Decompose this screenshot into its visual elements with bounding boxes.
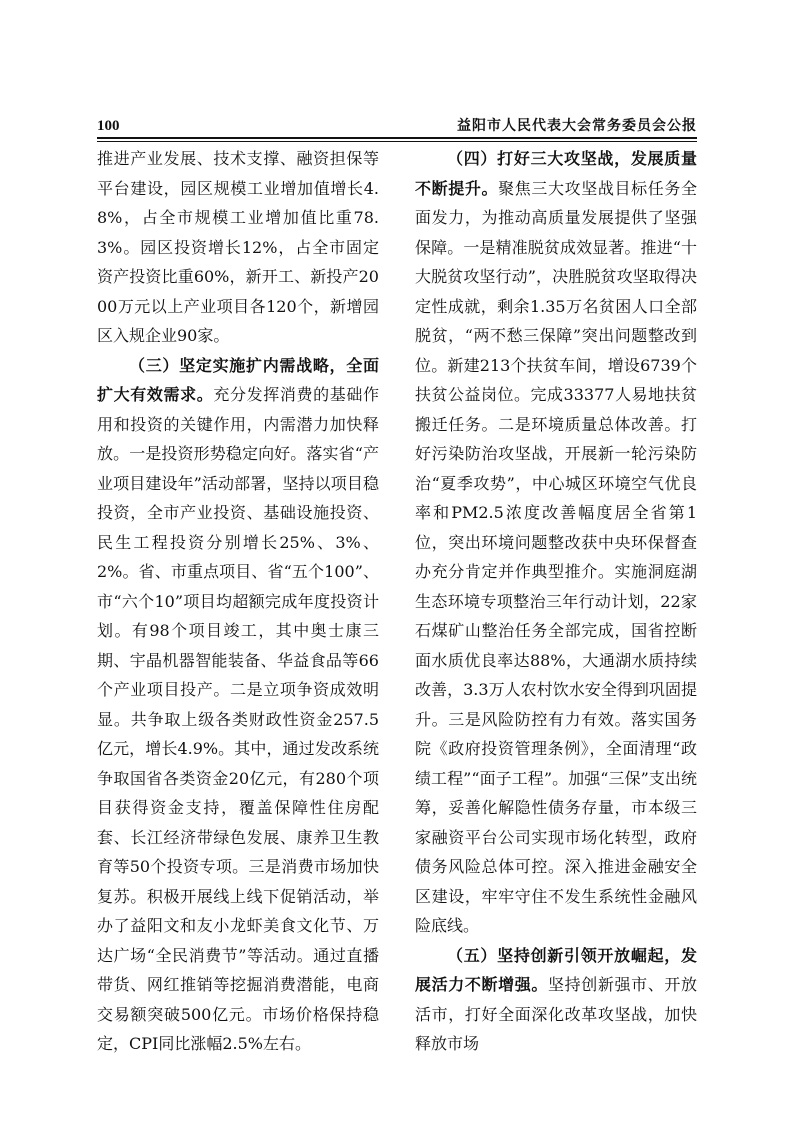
left-column bbox=[97, 144, 379, 1059]
page-header bbox=[97, 116, 697, 138]
paragraph bbox=[97, 351, 379, 1059]
paragraph-text: 充分发挥消费的基础作用和投资的关键作用，内需潜力加快释放。一是投资形势稳定向好。落实省“产业项目建设年”活动部署，坚持以项目稳投资，全市产业投资、基础设施投资、民生工程投资分别增长25%、3%、2%。省、市重点项目、省“五个100”、市“六个10”项目均超额完成年度投资计划。有98个项目竣工，其中奥士康三期、宇晶机器智能装备、华益食品等66个产业项目投产。二是立项争资成效明显。共争取上级各类财政性资金257.5亿元，增长4.9%。其中，通过发改系统争取国省各类资金20亿元，有280个项目获得资金支持，覆盖保障性住房配套、长江经济带绿色发展、康养卫生教育等50个投资专项。三是消费市场加快复苏。积极开展线上线下促销活动，举办了益阳文和友小龙虾美食文化节、万达广场“全民消费节”等活动。通过直播带货、网红推销等挖掘消费潜能，电商交易额突破500亿元。市场价格保持稳定，CPI同比涨幅2.5%左右。 bbox=[97, 385, 379, 1053]
paragraph bbox=[415, 941, 697, 1059]
section-heading: （五）坚持创新引领开放崛起，发展活力不断增强。 bbox=[415, 945, 697, 994]
section-heading: （四）打好三大攻坚战，发展质量不断提升。 bbox=[415, 149, 697, 198]
header-rule-thick bbox=[97, 137, 697, 139]
paragraph-text: 推进产业发展、技术支撑、融资担保等平台建设，园区规模工业增加值增长4.8%，占全市规模工业增加值比重78.3%。园区投资增长12%，占全市固定资产投资比重60%，新开工、新投产2000万元以上产业项目各120个，新增园区入规企业90家。 bbox=[97, 149, 379, 345]
paragraph-text: 聚焦三大攻坚战目标任务全面发力，为推动高质量发展提供了坚强保障。一是精准脱贫成效显著。推进“十大脱贫攻坚行动”，决胜脱贫攻坚取得决定性成就，剩余1.35万名贫困人口全部脱贫，“两不愁三保障”突出问题整改到位。新建213个扶贫车间，增设6739个扶贫公益岗位。完成33377人易地扶贫搬迁任务。二是环境质量总体改善。打好污染防治攻坚战，开展新一轮污染防治“夏季攻势”，中心城区环境空气优良率和PM2.5浓度改善幅度居全省第1位，突出环境问题整改获中央环保督查办充分肯定并作典型推介。实施洞庭湖生态环境专项整治三年行动计划，22家石煤矿山整治任务全部完成，国省控断面水质优良率达88%，大通湖水质持续改善，3.3万人农村饮水安全得到巩固提升。三是风险防控有力有效。落实国务院《政府投资管理条例》，全面清理“政绩工程”“面子工程”。加强“三保”支出统筹，妥善化解隐性债务存量，市本级三家融资平台公司实现市场化转型，政府债务风险总体可控。深入推进金融安全区建设，牢牢守住不发生系统性金融风险底线。 bbox=[415, 178, 697, 935]
paragraph bbox=[97, 144, 379, 351]
right-column bbox=[415, 144, 697, 1059]
paragraph bbox=[415, 144, 697, 941]
paragraph-text: 坚持创新强市、开放活市，打好全面深化改革攻坚战，加快释放市场 bbox=[415, 975, 697, 1053]
publication-title: 益阳市人民代表大会常务委员会公报 bbox=[457, 118, 697, 134]
header-rule-thin bbox=[97, 141, 697, 142]
section-heading: （三）坚定实施扩内需战略，全面扩大有效需求。 bbox=[97, 355, 379, 404]
page-number: 100 bbox=[97, 118, 120, 134]
